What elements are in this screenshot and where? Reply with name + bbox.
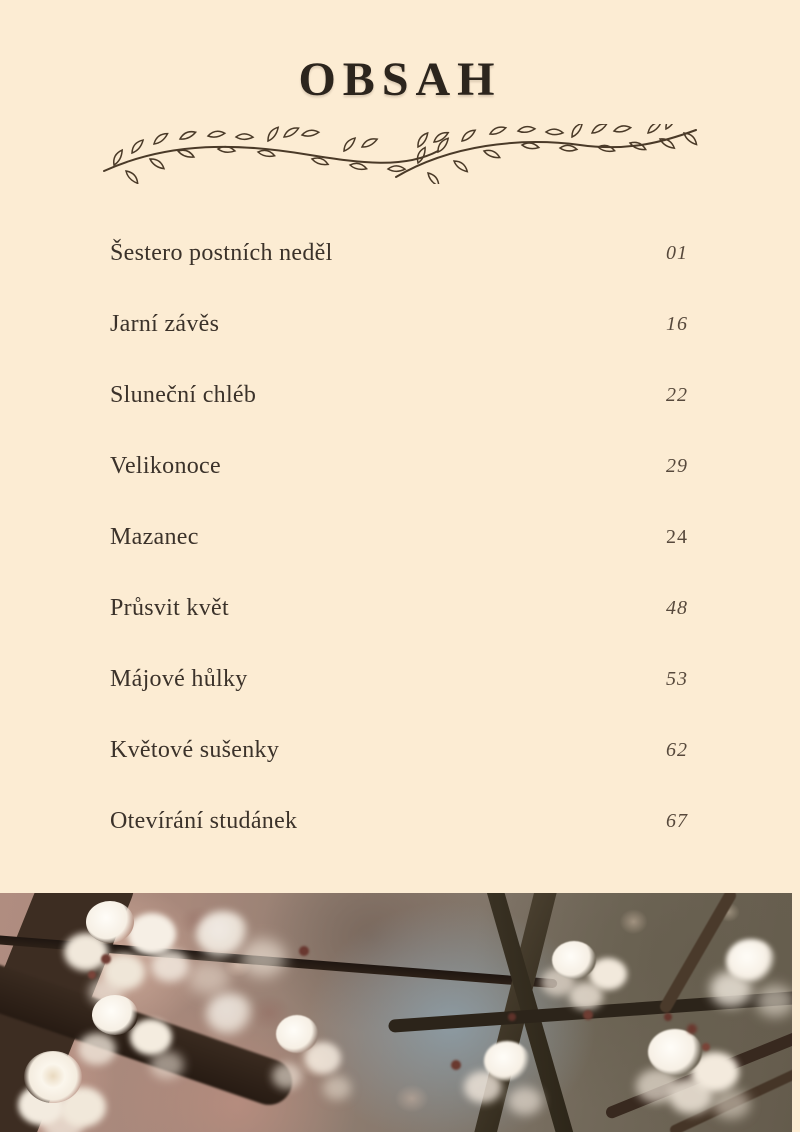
toc-entry [110, 502, 688, 573]
blossom-cluster [648, 1029, 702, 1075]
toc-entry-title: Mazanec [110, 524, 199, 550]
blossom-cluster [24, 1051, 82, 1103]
toc-entry-title: Šestero postních neděl [110, 240, 333, 266]
toc-entry-page-number: 29 [666, 455, 688, 477]
toc-entry-page-number: 62 [666, 739, 688, 761]
blossom-cluster [484, 1041, 530, 1081]
toc-list [0, 218, 800, 857]
toc-entry [110, 644, 688, 715]
blossom-cluster [196, 911, 250, 957]
toc-entry-page-number: 67 [666, 810, 688, 832]
toc-entry-page-number: 22 [666, 384, 688, 406]
blossom-photo [0, 893, 792, 1132]
toc-entry [110, 715, 688, 786]
toc-entry [110, 218, 688, 289]
toc-entry [110, 431, 688, 502]
blossom-cluster [206, 993, 254, 1035]
toc-entry [110, 289, 688, 360]
toc-entry-title: Májové hůlky [110, 666, 248, 692]
toc-entry-page-number: 53 [666, 668, 688, 690]
toc-entry-title: Sluneční chléb [110, 382, 257, 408]
blossom-cluster [726, 939, 776, 983]
toc-entry-page-number: 48 [666, 597, 688, 619]
toc-entry-page-number: 16 [666, 313, 688, 335]
blossom-cluster [552, 941, 596, 979]
flower-buds [0, 893, 8, 901]
toc-entry-title: Průsvit květ [110, 595, 229, 621]
toc-entry [110, 786, 688, 857]
toc-entry-title: Otevírání studánek [110, 808, 298, 834]
toc-entry-page-number: 01 [666, 242, 688, 264]
vine-divider-icon [100, 124, 700, 184]
blossom-cluster [276, 1015, 318, 1053]
toc-entry-page-number: 24 [666, 526, 688, 548]
toc-entry-title: Velikonoce [110, 453, 221, 479]
toc-entry-title: Květové sušenky [110, 737, 280, 763]
page-title: OBSAH [298, 53, 502, 106]
blossom-cluster [86, 901, 134, 943]
toc-entry [110, 360, 688, 431]
blossom-cluster [92, 995, 138, 1035]
toc-entry-title: Jarní závěs [110, 311, 220, 337]
toc-entry [110, 573, 688, 644]
